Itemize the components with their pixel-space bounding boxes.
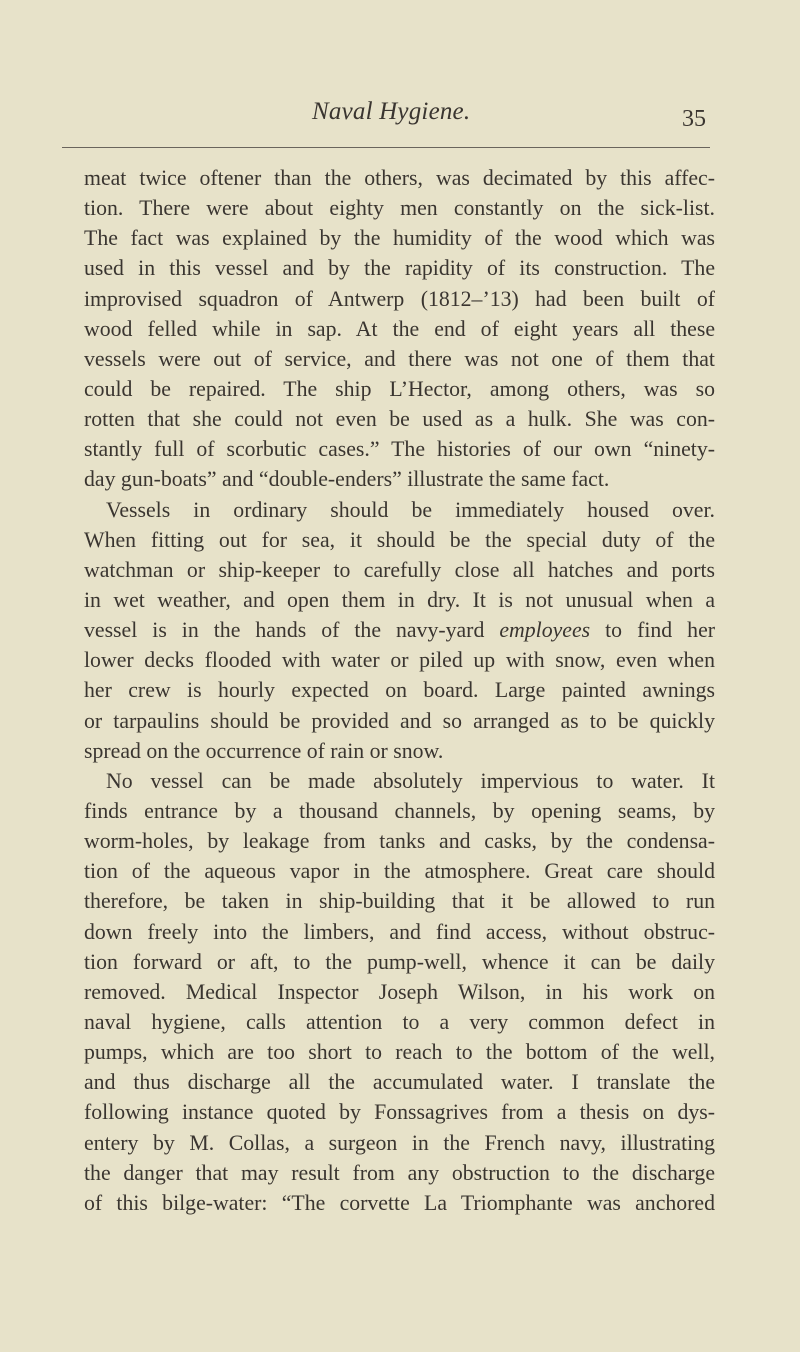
running-head	[0, 98, 800, 138]
text-line: meat twice oftener than the others, was decimated by this affec-	[84, 166, 715, 190]
text-line: wood felled while in sap. At the end of eight years all these	[84, 316, 715, 341]
text-line: rotten that she could not even be used as a hulk. She was con-	[84, 407, 715, 432]
text-line: entery by M. Collas, a surgeon in the French navy, illustrating	[84, 1130, 715, 1155]
text-line: in wet weather, and open them in dry. It is not unusual when a	[84, 587, 715, 612]
italic-word: employees	[499, 618, 591, 643]
paragraph-start-line: Vessels in ordinary should be immediately housed over.	[106, 497, 715, 522]
page-number: 35	[682, 106, 706, 132]
text-line: could be repaired. The ship L’Hector, among others, was so	[84, 376, 715, 401]
text-line: tion. There were about eighty men constantly on the sick-list.	[84, 196, 715, 221]
text-line	[84, 615, 715, 645]
text-line: day gun-boats” and “double-enders” illustrate the same fact.	[84, 467, 610, 492]
text-segment: to find her	[590, 618, 716, 643]
text-line: of this bilge-water: “The corvette La Triomphante was anchored	[84, 1190, 715, 1215]
text-line: watchman or ship-keeper to carefully close all hatches and ports	[84, 557, 715, 582]
text-line: lower decks flooded with water or piled up with snow, even when	[84, 648, 715, 673]
text-line: and thus discharge all the accumulated water. I translate the	[84, 1070, 715, 1095]
paragraph-start-line: No vessel can be made absolutely impervious to water. It	[106, 768, 715, 793]
text-line: improvised squadron of Antwerp (1812–’13) had been built of	[84, 286, 715, 311]
text-line: vessels were out of service, and there was not one of them that	[84, 346, 715, 371]
text-line: When fitting out for sea, it should be the special duty of the	[84, 527, 715, 552]
text-line: spread on the occurrence of rain or snow.	[84, 738, 444, 763]
text-line: removed. Medical Inspector Joseph Wilson, in his work on	[84, 979, 715, 1004]
text-line: worm-holes, by leakage from tanks and casks, by the condensa-	[84, 829, 715, 854]
text-line: The fact was explained by the humidity of the wood which was	[84, 226, 715, 251]
text-line: her crew is hourly expected on board. Large painted awnings	[84, 678, 715, 703]
text-line: finds entrance by a thousand channels, by opening seams, by	[84, 798, 715, 823]
text-line: tion of the aqueous vapor in the atmosphere. Great care should	[84, 859, 715, 884]
header-rule	[62, 147, 710, 148]
text-line: therefore, be taken in ship-building that it be allowed to run	[84, 889, 715, 914]
text-segment: vessel is in the hands of the navy-yard	[84, 618, 500, 643]
text-line: stantly full of scorbutic cases.” The histories of our own “ninety-	[84, 437, 715, 462]
text-line: tion forward or aft, to the pump-well, whence it can be daily	[84, 949, 715, 974]
text-line: pumps, which are too short to reach to the bottom of the well,	[84, 1040, 715, 1065]
text-line: down freely into the limbers, and find access, without obstruc-	[84, 919, 715, 944]
text-line: the danger that may result from any obstruction to the discharge	[84, 1160, 715, 1185]
text-line: used in this vessel and by the rapidity of its construction. The	[84, 256, 715, 281]
text-line: following instance quoted by Fonssagrives from a thesis on dys-	[84, 1100, 715, 1125]
body-text	[84, 163, 715, 1218]
text-line: or tarpaulins should be provided and so arranged as to be quickly	[84, 708, 715, 733]
running-title: Naval Hygiene.	[312, 98, 471, 125]
text-line: naval hygiene, calls attention to a very common defect in	[84, 1009, 715, 1034]
